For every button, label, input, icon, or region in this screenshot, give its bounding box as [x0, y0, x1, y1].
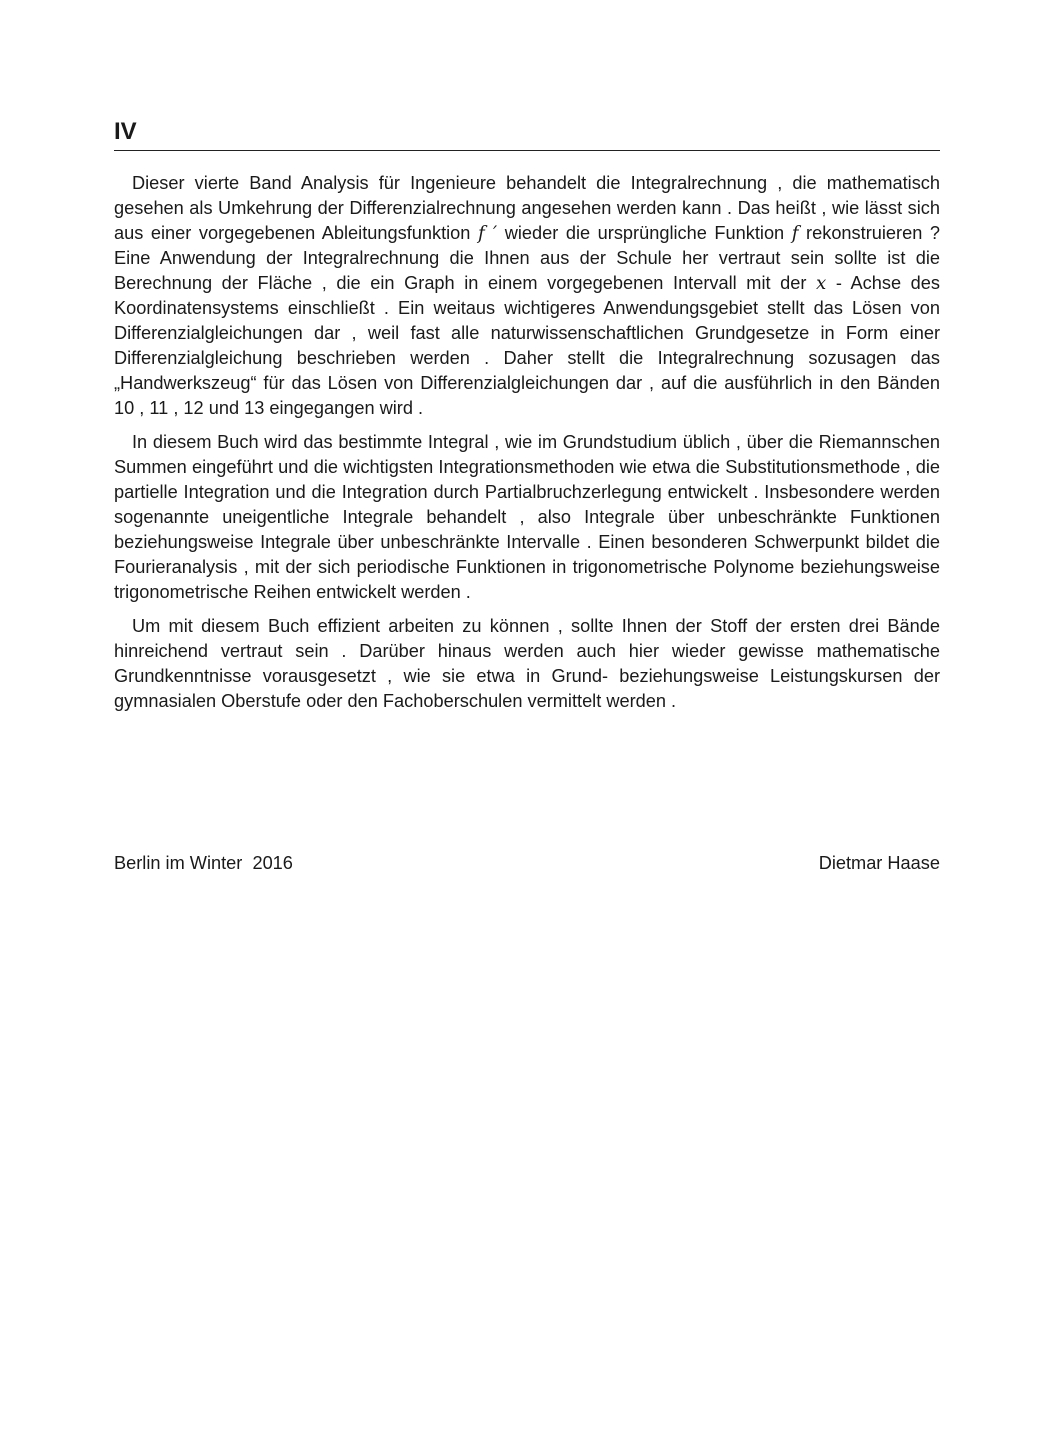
text-segment: wieder die ursprüngliche Funktion: [497, 223, 792, 243]
paragraph-content: [114, 430, 940, 605]
text-segment: rekonstruieren ? Eine Anwendung der Integralrechnung die Ihnen aus der Schule her vertraut sein sollte ist die Berechnung der Fläche , die ein Graph in einem vorgegebenen Intervall mit der: [114, 223, 940, 293]
math-function-f: f: [791, 223, 799, 244]
text-segment: In diesem Buch wird das bestimmte Integral , wie im Grundstudium üblich , über die Riemannschen Summen eingeführt und die wichtigsten Integrationsmethoden wie etwa die Substitutionsmethode , die partielle Integration und die Integration durch Partialbruchzerlegung entwickelt . Insbesondere werden sogenannte uneigentliche Integrale behandelt , also Integrale über unbeschränkte Funktionen beziehungsweise Integrale über unbeschränkte Intervalle . Einen besonderen Schwerpunkt bildet die Fourieranalysis , mit der sich periodische Funktionen in trigonometrische Polynome beziehungsweise trigonometrische Reihen entwickelt werden .: [114, 432, 940, 602]
paragraph-prerequisites: [114, 614, 940, 714]
text-segment: - Achse des Koordinatensystems einschließt . Ein weitaus wichtigeres Anwendungsgebiet stellt das Lösen von Differenzialgleichungen dar , weil fast alle naturwissenschaftlichen Grundgesetze in Form einer Differenzialgleichung beschrieben werden . Daher stellt die Integralrechnung sozusagen das „Handwerkszeug“ für das Lösen von Differenzialgleichungen dar , auf die ausführlich in den Bänden 10 , 11 , 12 und 13 eingegangen wird .: [114, 273, 940, 418]
place-date: Berlin im Winter 2016: [114, 853, 293, 873]
text-segment: Dieser vierte Band Analysis für Ingenieure behandelt die Integralrechnung , die mathematisch gesehen als Umkehrung der Differenzialrechnung angesehen werden kann . Das heißt , wie lässt sich aus einer vorgegebenen Ableitungsfunktion: [114, 173, 940, 243]
page-number: IV: [114, 118, 137, 145]
author-name: Dietmar Haase: [818, 853, 940, 873]
signature-line: [114, 851, 940, 876]
math-variable-x: x: [816, 273, 827, 294]
math-derivative-f-prime: f ′: [477, 223, 498, 244]
text-segment: Um mit diesem Buch effizient arbeiten zu können , sollte Ihnen der Stoff der ersten drei Bände hinreichend vertraut sein . Darüber hinaus werden auch hier wieder gewisse mathematische Grundkenntnisse vorausgesetzt , wie sie etwa in Grund- beziehungsweise Leistungskursen der gymnasialen Oberstufe oder den Fachoberschulen vermittelt werden .: [114, 616, 940, 711]
header-rule: [114, 150, 940, 151]
paragraph-intro: [114, 171, 940, 421]
preface-body: [114, 171, 940, 723]
